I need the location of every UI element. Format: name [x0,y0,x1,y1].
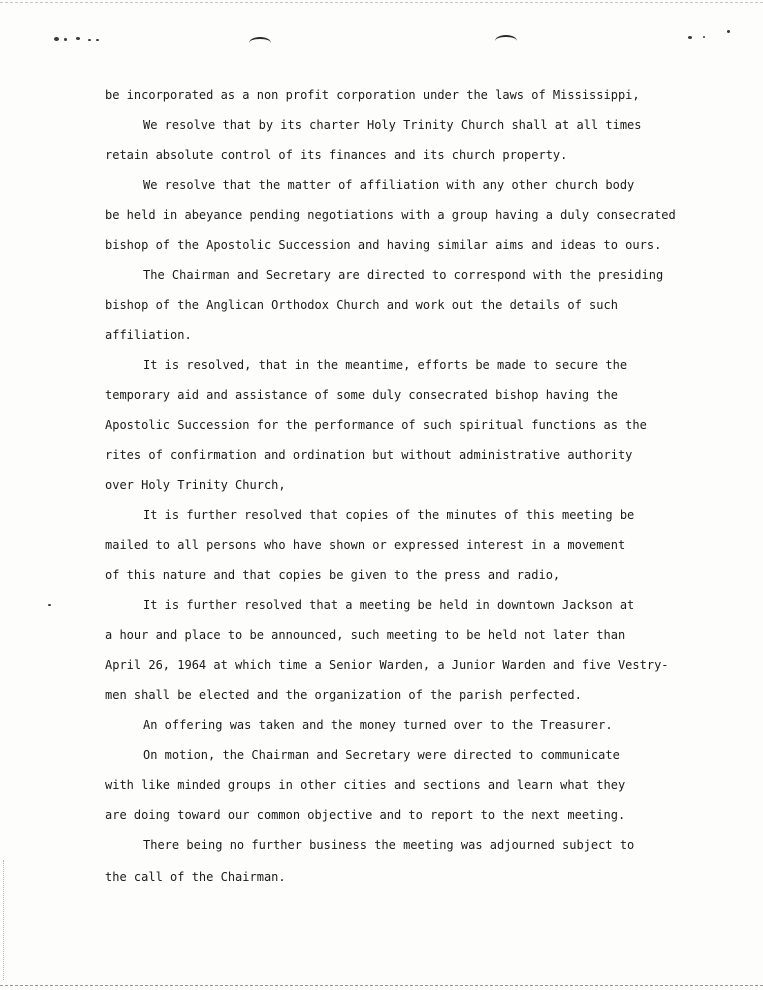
top-edge-rule [0,2,763,3]
text-line: of this nature and that copies be given to the press and radio, [105,568,561,582]
text-line: We resolve that the matter of affiliation with any other church body [143,178,635,192]
text-line: The Chairman and Secretary are directed to correspond with the presiding [143,268,664,282]
ink-speck [64,38,67,41]
text-line: bishop of the Anglican Orthodox Church and work out the details of such [105,298,618,312]
ink-speck [96,39,99,41]
text-line: temporary aid and assistance of some duly consecrated bishop having the [105,388,618,402]
punch-hole-mark [495,35,517,47]
text-line: retain absolute control of its finances and its church property. [105,148,568,162]
ink-speck [727,30,730,33]
text-line: It is further resolved that copies of the minutes of this meeting be [143,508,635,522]
text-line: affiliation. [105,328,192,342]
ink-speck [703,36,705,38]
text-line: a hour and place to be announced, such meeting to be held not later than [105,628,626,642]
ink-speck [54,37,59,41]
text-line: be incorporated as a non profit corporation under the laws of Mississippi, [105,88,640,102]
text-line: rites of confirmation and ordination but without administrative authority [105,448,633,462]
text-line: We resolve that by its charter Holy Trinity Church shall at all times [143,118,642,132]
ink-speck [688,36,692,39]
text-line: bishop of the Apostolic Succession and having similar aims and ideas to ours. [105,238,662,252]
text-line: April 26, 1964 at which time a Senior Warden, a Junior Warden and five Vestry- [105,658,669,672]
text-line: are doing toward our common objective and to report to the next meeting. [105,808,626,822]
text-line: mailed to all persons who have shown or expressed interest in a movement [105,538,626,552]
text-line: It is resolved, that in the meantime, efforts be made to secure the [143,358,628,372]
text-line: An offering was taken and the money turned over to the Treasurer. [143,718,613,732]
text-line: be held in abeyance pending negotiations with a group having a duly consecrated [105,208,676,222]
text-line: men shall be elected and the organization of the parish perfected. [105,688,582,702]
ink-speck [88,39,91,41]
text-line: On motion, the Chairman and Secretary were directed to communicate [143,748,620,762]
text-line: It is further resolved that a meeting be held in downtown Jackson at [143,598,635,612]
left-edge-marks [3,860,4,980]
text-line: over Holy Trinity Church, [105,478,286,492]
ink-speck [76,37,80,40]
ink-speck [48,604,51,606]
punch-hole-mark [249,37,271,49]
text-line: the call of the Chairman. [105,870,286,884]
text-line: with like minded groups in other cities and sections and learn what they [105,778,626,792]
bottom-edge-rule [0,985,763,986]
text-line: Apostolic Succession for the performance of such spiritual functions as the [105,418,647,432]
text-line: There being no further business the meeting was adjourned subject to [143,838,635,852]
